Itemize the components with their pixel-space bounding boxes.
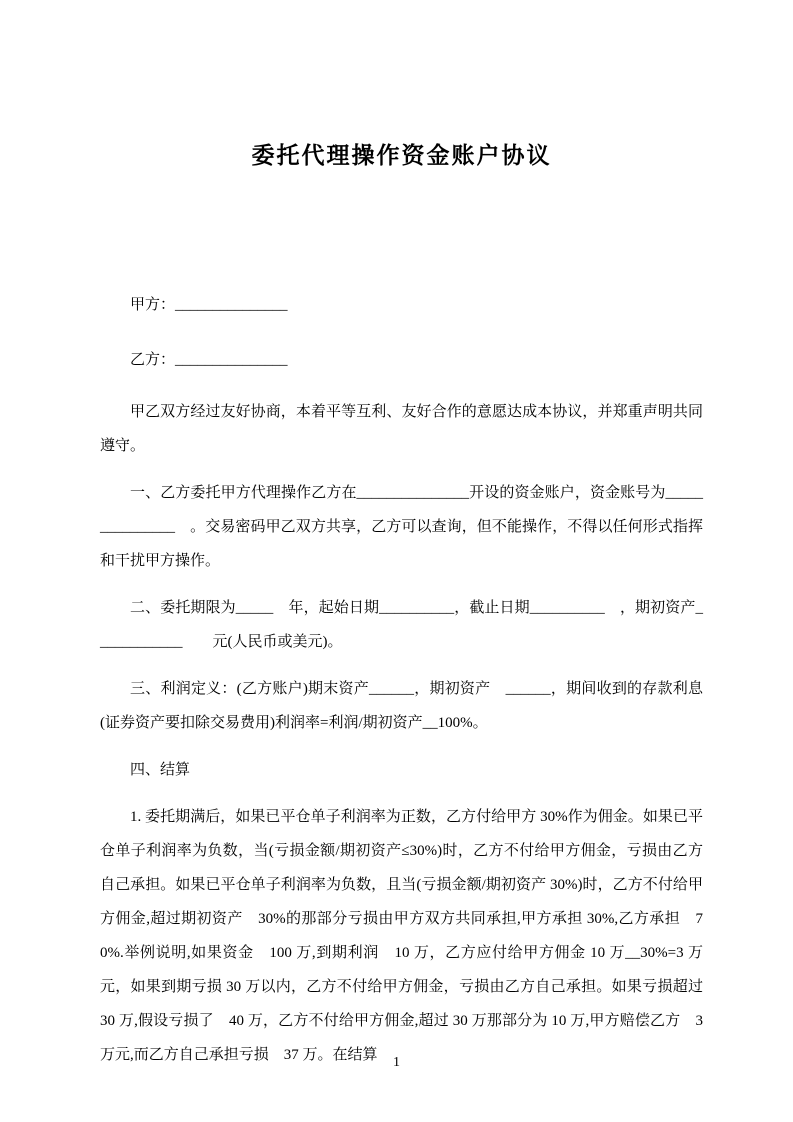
page-number: 1 xyxy=(393,1055,400,1070)
section-two-paragraph: 二、委托期限为_____ 年，起始日期__________，截止日期__________ ，期初资产____________ 元(人民币或美元)。 xyxy=(100,600,703,650)
section-four-heading: 四、结算 xyxy=(130,762,191,778)
section-one-paragraph: 一、乙方委托甲方代理操作乙方在_______________开设的资金账户，资金账号为_______________ 。交易密码甲乙双方共享，乙方可以查询，但不能操作，不得以任何形式指挥和干扰甲方操作。 xyxy=(100,485,703,569)
intro-paragraph: 甲乙双方经过友好协商，本着平等互利、友好合作的意愿达成本协议，并郑重声明共同遵守。 xyxy=(100,404,703,454)
section-three-paragraph: 三、利润定义：(乙方账户)期末资产______，期初资产 ______，期间收到的存款利息(证券资产要扣除交易费用)利润率=利润/期初资产__100%。 xyxy=(100,681,703,731)
party-b-line: 乙方：_______________ xyxy=(130,352,288,368)
document-title: 委托代理操作资金账户协议 xyxy=(251,143,552,168)
party-a-line: 甲方：_______________ xyxy=(130,297,288,313)
settlement-paragraph: 1. 委托期满后，如果已平仓单子利润率为正数，乙方付给甲方 30%作为佣金。如果已平仓单子利润率为负数，当(亏损金额/期初资产≤30%)时，乙方不付给甲方佣金，亏损由乙方自己承担。如果已平仓单子利润率为负数，且当(亏损金额/期初资产 30%)时，乙方不付给甲方佣金,超过期初资产 30%的那部分亏损由甲方双方共同承担,甲方承担 30%,乙方承担 70%.举例说明,如果资金 100 万,到期利润 10 万，乙方应付给甲方佣金 10 万__30%=3 万元，如果到期亏损 30 万以内，乙方不付给甲方佣金，亏损由乙方自己承担。如果亏损超过 30 万,假设亏损了 40 万，乙方不付给甲方佣金,超过 30 万那部分为 10 万,甲方赔偿乙方 3 万元,而乙方自己承担亏损 37 万。在结算 xyxy=(100,809,703,1063)
